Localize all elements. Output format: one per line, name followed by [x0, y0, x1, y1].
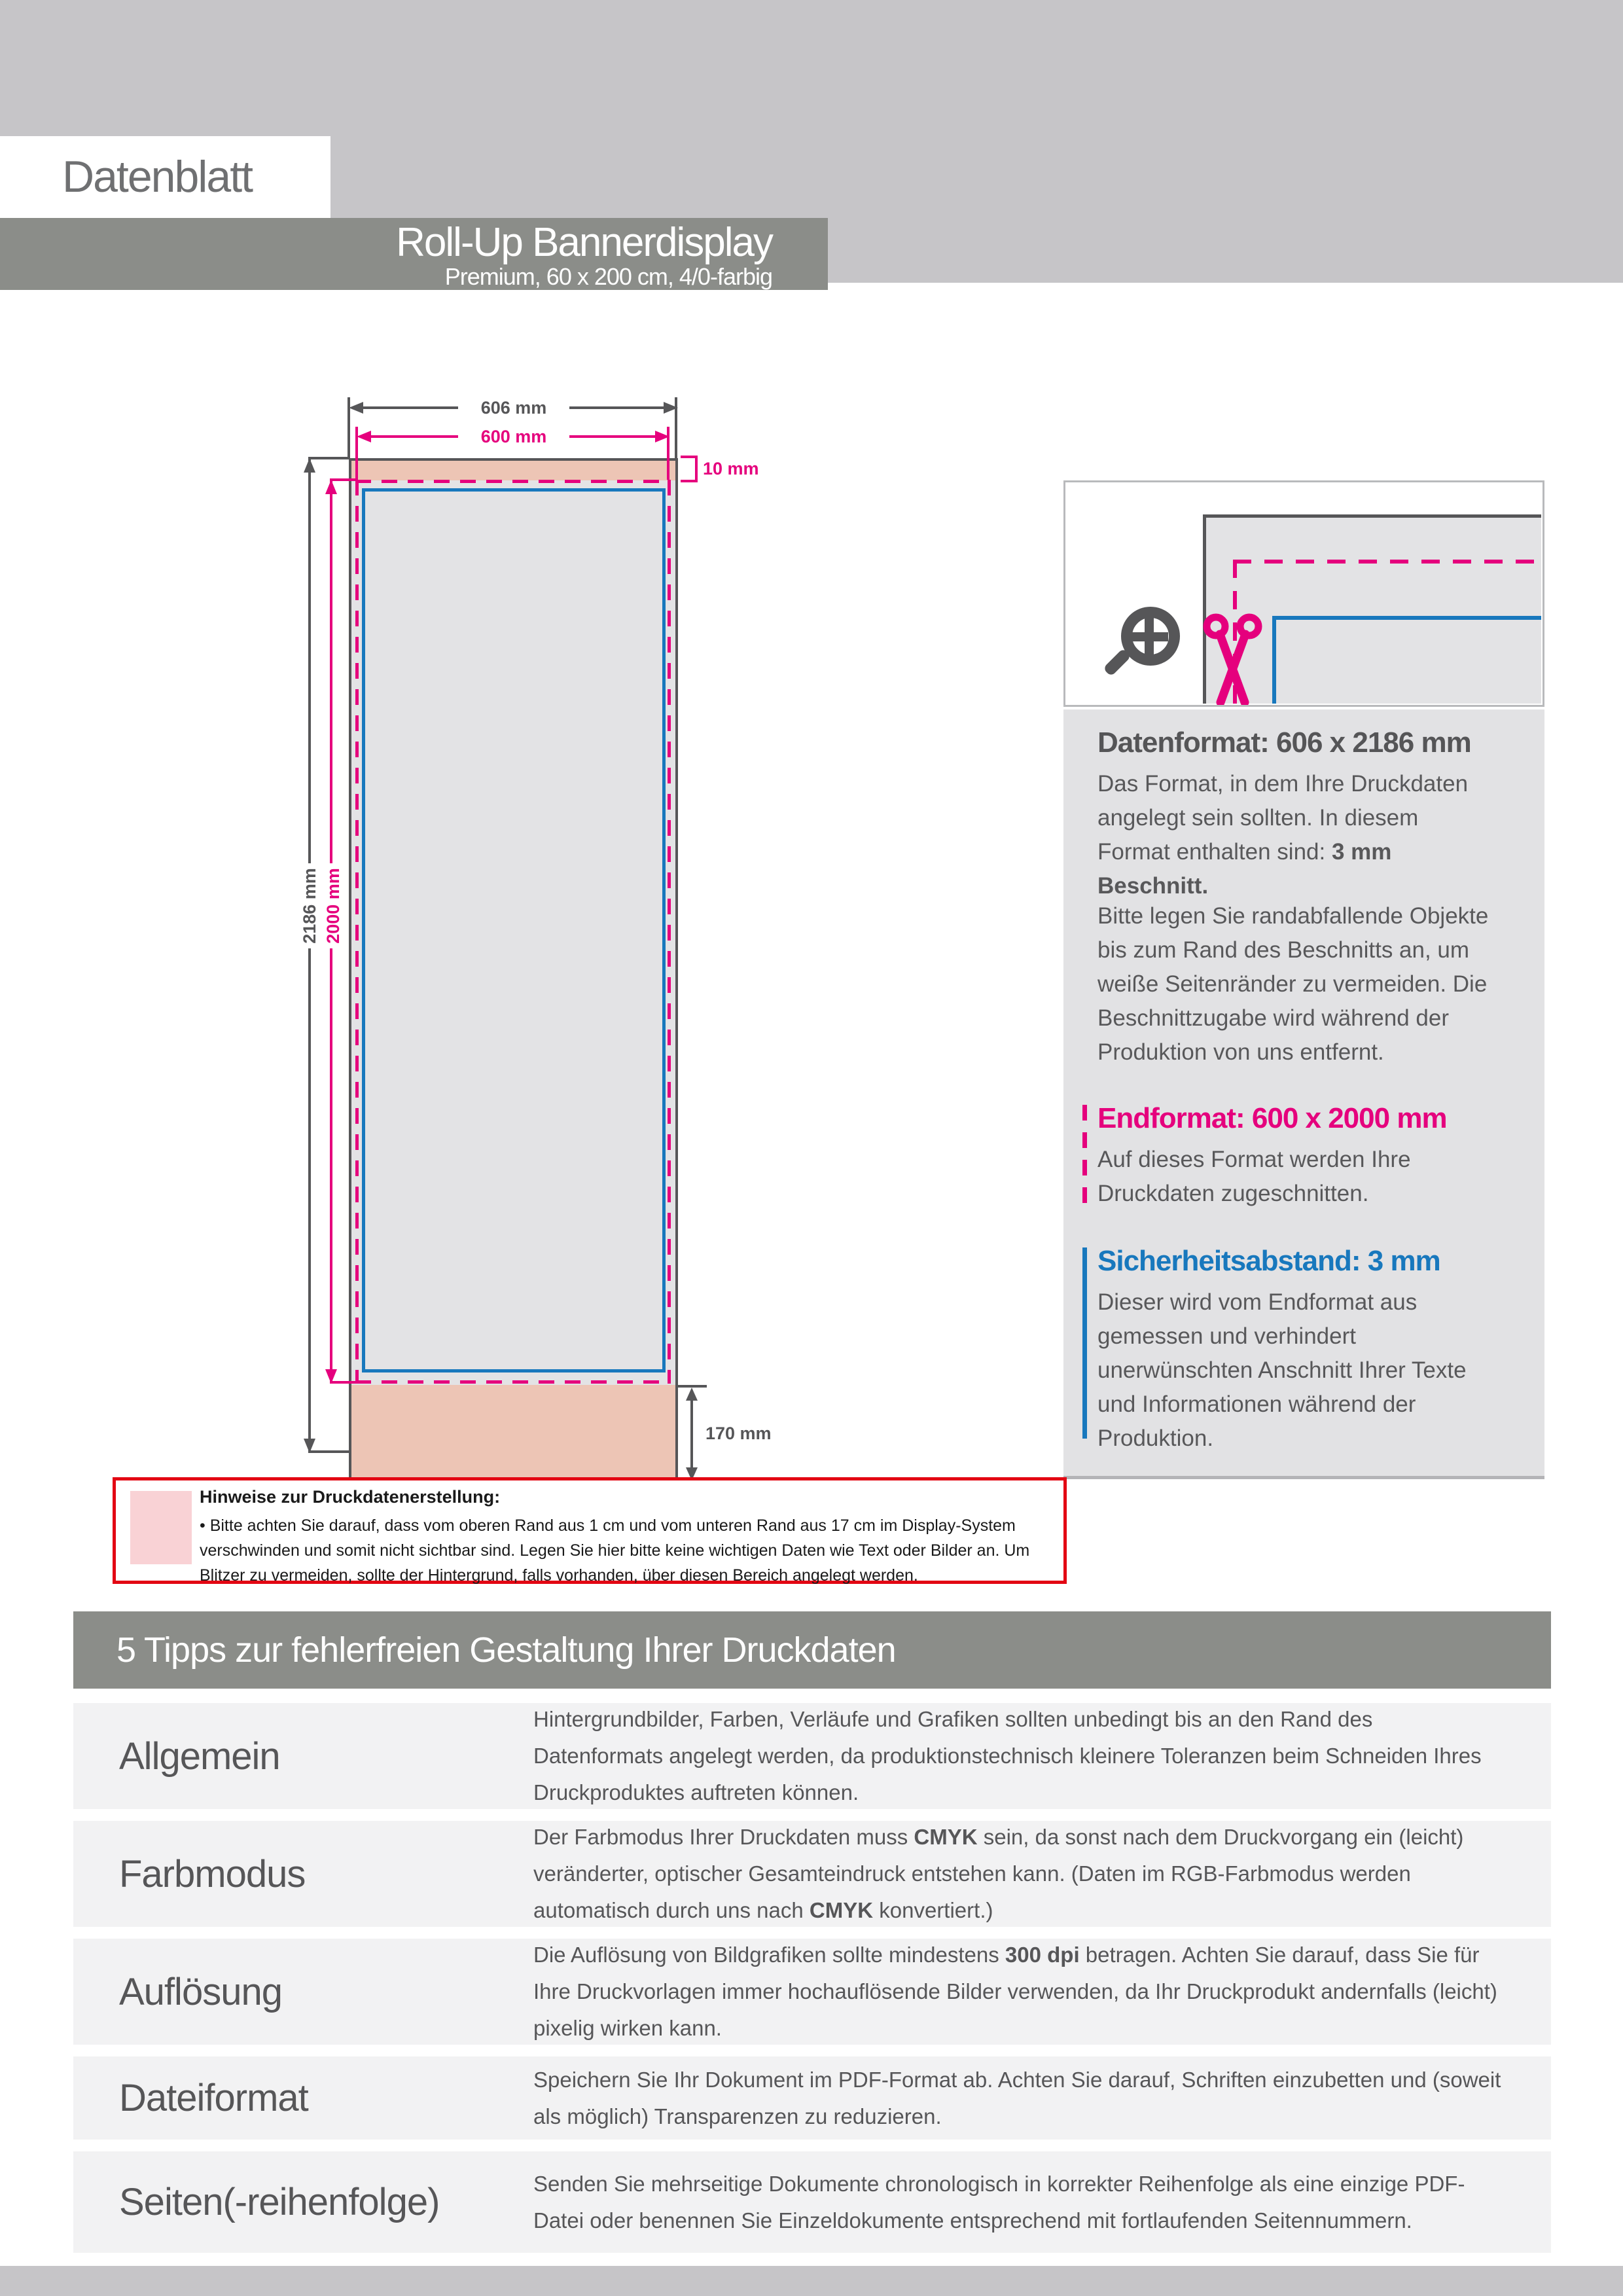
tips-title: 5 Tipps zur fehlerfreien Gestaltung Ihrer Druckdaten [116, 1630, 896, 1670]
datenformat-title: Datenformat: 606 x 2186 mm [1097, 726, 1471, 759]
dim-2186-tick-top [308, 457, 349, 459]
dim-170-arrow-up [686, 1388, 698, 1401]
row-label: Dateiformat [119, 2077, 308, 2119]
dim-606-arrow-left [349, 402, 363, 414]
row-text: Der Farbmodus Ihrer Druckdaten muss CMYK sein, da sonst nach dem Druckvorgang ein (leicht) veränderter, optischer Gesamteindruck entstehen kann. (Daten im RGB-Farbmodus werden automatisch durch uns nach CMYK konvertiert.) [533, 1825, 1464, 1922]
row-text: Speichern Sie Ihr Dokument im PDF-Format ab. Achten Sie darauf, Schriften einzubetten und (soweit als möglich) Transparenzen zu reduzieren. [533, 2067, 1501, 2128]
dim-2186-tick-bottom [308, 1450, 349, 1453]
datenformat-body: Bitte legen Sie randabfallende Objekte bis zum Rand des Beschnitts an, um weiße Seitenränder zu vermeiden. Die Beschnittzugabe wird während der Produktion von uns entfernt. [1097, 903, 1489, 1065]
hinweis-color-swatch [130, 1491, 192, 1564]
sicherheitsabstand-body: Dieser wird vom Endformat aus gemessen und verhindert unerwünschten Anschnitt Ihrer Texte und Informationen während der Produktion. [1097, 1289, 1467, 1451]
tips-band [73, 1611, 1551, 1689]
row-label: Auflösung [119, 1970, 282, 2013]
safety-line-marker [1082, 1247, 1087, 1439]
mini-endformat-dash-h [1233, 560, 1541, 564]
table-row [73, 2056, 1551, 2140]
table-row [73, 1939, 1551, 2045]
diagram-hidden-zone-top [351, 461, 675, 480]
dim-10-tick-top [681, 456, 698, 458]
dim-170-tick-top [678, 1385, 707, 1388]
mini-datenformat-line-h [1203, 514, 1541, 518]
dim-2186-arrow-up [304, 458, 315, 473]
dim-170-line [690, 1390, 693, 1478]
row-label: Seiten(-reihenfolge) [119, 2181, 440, 2223]
diagram-safety-box [362, 488, 666, 1372]
dim-600-ext-left [355, 427, 358, 480]
dim-2000-arrow-up [325, 480, 337, 494]
table-row [73, 1821, 1551, 1927]
row-text: Senden Sie mehrseitige Dokumente chronologisch in korrekter Reihenfolge als eine einzige PDF-Datei oder benennen Sie Einzeldokumente entsprechend mit fortlaufenden Seitennummern. [533, 2171, 1465, 2233]
product-title: Roll-Up Bannerdisplay [396, 220, 772, 265]
diagram-endformat-dash-bottom [355, 1380, 671, 1384]
dim-2186-label: 2186 mm [298, 863, 321, 948]
endformat-body: Auf dieses Format werden Ihre Druckdaten zugeschnitten. [1097, 1147, 1411, 1206]
dim-606-ext-right [675, 397, 677, 458]
product-subtitle: Premium, 60 x 200 cm, 4/0-farbig [444, 263, 772, 290]
row-text: Hintergrundbilder, Farben, Verläufe und Grafiken sollten unbedingt bis an den Rand des Datenformats angelegt werden, da produktionstechnisch kleinere Toleranzen beim Schneiden Ihres Druckproduktes auftreten können. [533, 1707, 1482, 1804]
datenblatt-box [0, 136, 330, 218]
endformat-title: Endformat: 600 x 2000 mm [1097, 1102, 1447, 1134]
mini-safety-line-h [1272, 616, 1541, 620]
dim-2000-tick-bottom [330, 1381, 357, 1384]
dim-2000-label: 2000 mm [321, 863, 345, 948]
mini-safety-line-v [1272, 616, 1276, 704]
dim-10-label: 10 mm [703, 459, 759, 478]
diagram-endformat-dash-left [355, 480, 359, 1384]
endformat-dash-marker [1082, 1105, 1087, 1203]
row-label: Allgemein [119, 1734, 280, 1778]
row-label: Farbmodus [119, 1852, 306, 1895]
table-row [73, 1703, 1551, 1809]
dim-600-arrow-left [357, 431, 371, 442]
dim-10-bracket [695, 456, 698, 482]
dim-2186-line [308, 458, 311, 1453]
format-info-panel [1063, 709, 1544, 1479]
detail-preview-box [1063, 480, 1544, 707]
page-title: Datenblatt [62, 152, 252, 202]
dim-170-label: 170 mm [705, 1424, 772, 1443]
diagram-hidden-zone-bottom [351, 1385, 675, 1483]
dim-606-ext-left [348, 397, 350, 458]
dim-600-label: 600 mm [458, 422, 569, 451]
header-dark-band [0, 218, 828, 290]
dim-10-tick-bottom [681, 480, 698, 482]
table-row [73, 2151, 1551, 2253]
diagram-endformat-dash-top [355, 480, 671, 483]
dim-2000-tick-top [330, 478, 357, 481]
sicherheitsabstand-title: Sicherheitsabstand: 3 mm [1097, 1245, 1440, 1277]
dim-606-label: 606 mm [458, 393, 569, 422]
magnifier-icon [1101, 607, 1173, 679]
dim-600-ext-right [667, 427, 669, 480]
hinweis-title: Hinweise zur Druckdatenerstellung: [200, 1487, 501, 1507]
datenformat-intro: Das Format, in dem Ihre Druckdaten angelegt sein sollten. In diesem Format enthalten sind: 3 mm Beschnitt. [1097, 771, 1469, 899]
row-text: Die Auflösung von Bildgrafiken sollte mindestens 300 dpi betragen. Achten Sie darauf, dass Sie für Ihre Druckvorlagen immer hochauflösende Bilder verwenden, da Ihr Druckprodukt andernfalls (leicht) pixelig wirken kann. [533, 1943, 1497, 2040]
hinweis-body: • Bitte achten Sie darauf, dass vom oberen Rand aus 1 cm und vom unteren Rand aus 17 cm im Display-System verschwinden und somit nicht sichtbar sind. Legen Sie hier bitte keine wichtigen Daten wie Text oder Bilder an. Um Blitzer zu vermeiden, sollte der Hintergrund, falls vorhanden, über diesen Bereich angelegt werden. [200, 1516, 1030, 1585]
footer-band [0, 2266, 1623, 2296]
hinweis-box [113, 1477, 1067, 1584]
diagram-endformat-dash-right [668, 480, 671, 1384]
scissors-icon [1195, 612, 1270, 707]
